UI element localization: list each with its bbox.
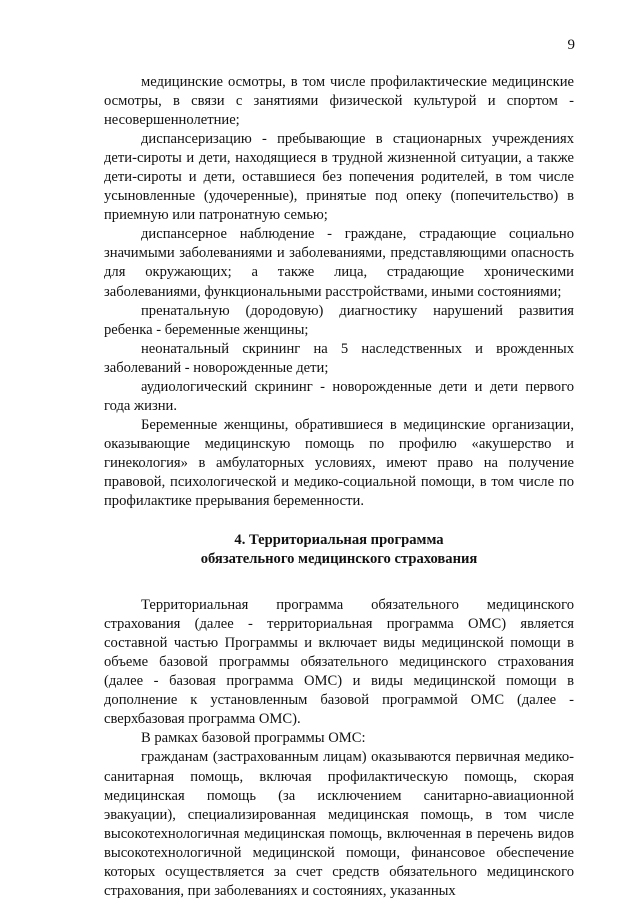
paragraph: Беременные женщины, обратившиеся в медицинские организации, оказывающие медицинскую помощь по профилю «акушерство и гинекология» в амбулаторных условиях, имеют право на получение правовой, психологической и медико-социальной помощи, в том числе по профилактике прерывания беременности. (104, 416, 574, 510)
paragraph: В рамках базовой программы ОМС: (141, 730, 366, 747)
paragraph: гражданам (застрахованным лицам) оказываются первичная медико-санитарная помощь, включая профилактическую помощь, скорая медицинская помощь (за исключением санитарно-авиационной эвакуации), специализированная медицинская помощь, в том числе высокотехнологичная медицинская помощь, включенная в перечень видов высокотехнологичной медицинской помощи, финансовое обеспечение которых осуществляется за счет средств обязательного медицинского страхования, при заболеваниях и состояниях, указанных (104, 749, 574, 899)
paragraph: пренатальную (дородовую) диагностику нарушений развития ребенка - беременные женщины; (104, 302, 574, 338)
paragraph: аудиологический скрининг - новорожденные дети и дети первого года жизни. (104, 378, 574, 414)
paragraph: диспансерное наблюдение - граждане, страдающие социально значимыми заболеваниями и заболеваниями, представляющими опасность для окружающих; а также лица, страдающие хроническими заболеваниями, функциональными расстройствами, иными состояниями; (104, 226, 574, 300)
paragraph: диспансеризацию - пребывающие в стационарных учреждениях дети-сироты и дети, находящиеся в трудной жизненной ситуации, а также дети-сироты и дети, оставшиеся без попечения родителей, в том числе усыновленные (удочеренные), принятые под опеку (попечительство) в приемную или патронатную семью; (104, 131, 574, 224)
section-heading-line: 4. Территориальная программа (234, 532, 444, 549)
page-number: 9 (567, 37, 575, 53)
paragraph: неонатальный скрининг на 5 наследственных и врожденных заболеваний - новорожденные дети; (104, 340, 574, 376)
section-heading (104, 531, 574, 569)
paragraph: Территориальная программа обязательного медицинского страхования (далее - территориальная программа ОМС) является составной частью Программы и включает виды медицинской помощи в объеме базовой программы обязательного медицинского страхования (далее - базовая программа ОМС) и виды медицинской помощи в дополнение к установленным базовой программой ОМС (далее - сверхбазовая программа ОМС). (104, 597, 574, 728)
paragraph: медицинские осмотры, в том числе профилактические медицинские осмотры, в связи с занятиями физической культурой и спортом - несовершеннолетние; (104, 74, 574, 129)
document-body (104, 73, 574, 901)
section-heading-line: обязательного медицинского страхования (200, 551, 478, 568)
